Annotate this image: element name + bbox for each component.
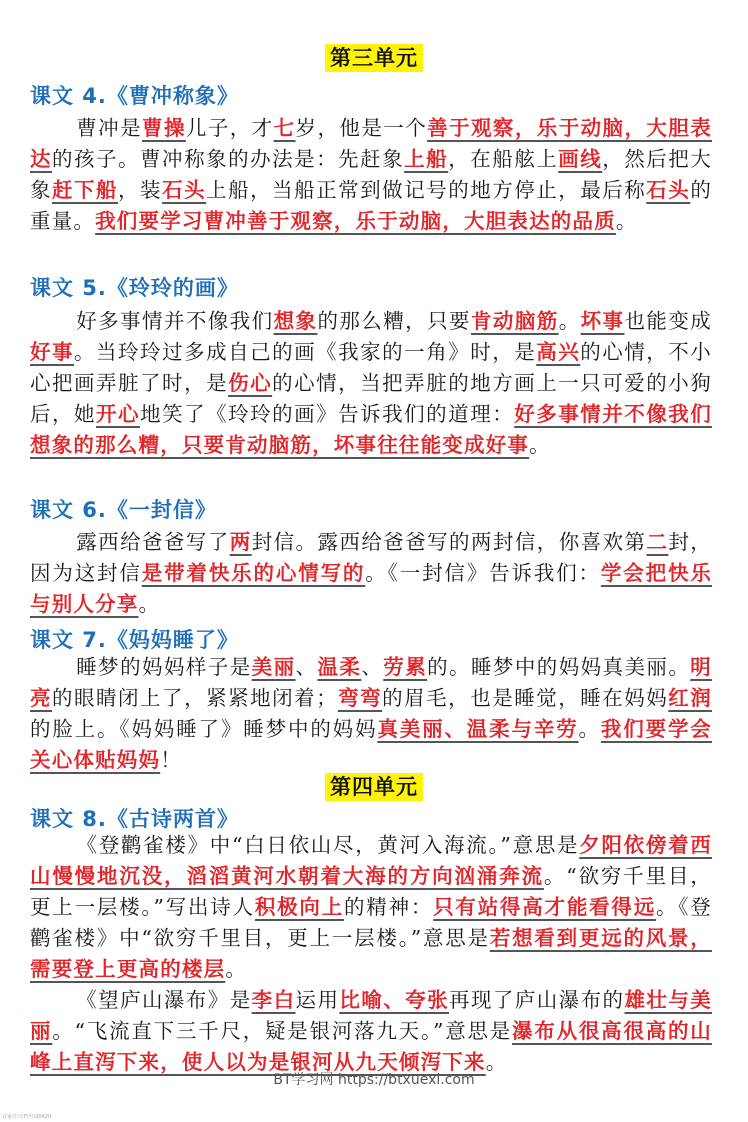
key-point-highlight: 劳累 <box>383 655 428 679</box>
key-point-highlight: 美丽 <box>251 655 296 679</box>
body-text: 、 <box>361 655 384 679</box>
body-text: ，装 <box>118 178 163 202</box>
body-text: 的眉毛，也是睡觉，睡在妈妈 <box>382 686 669 710</box>
unit-label: 第三单元 <box>325 44 423 72</box>
body-text: 睡梦的妈妈样子是 <box>76 655 252 679</box>
body-text: 的孩子。曹冲称象的办法是：先赶象 <box>52 147 405 171</box>
body-text: 。 <box>558 309 581 333</box>
body-text: ！ <box>160 748 182 772</box>
key-point-highlight: 曹操 <box>142 116 186 140</box>
body-text: 。 <box>529 433 551 457</box>
key-point-highlight: 明亮 <box>30 655 712 710</box>
key-point-highlight: 弯弯 <box>337 686 383 710</box>
key-point-highlight: 比喻、夸张 <box>339 988 450 1012</box>
key-point-highlight: 只有站得高才能看得远 <box>433 895 656 919</box>
lesson-body-8b <box>30 985 712 1078</box>
body-text: 好多事情并不像我们 <box>76 309 274 333</box>
body-text: 。 <box>485 1050 508 1074</box>
unit-title-3 <box>0 42 748 72</box>
body-text: 运用 <box>295 988 340 1012</box>
key-point-highlight: 赶下船 <box>52 178 119 202</box>
body-text: 。 <box>225 957 248 981</box>
body-text: 的那么糟，只要 <box>317 309 471 333</box>
key-point-highlight: 夕阳依傍着西山慢慢地沉没，滔滔黄河水朝着大海的方向汹涌奔流 <box>30 833 712 888</box>
corner-mark: 百家号/文档号/20420 <box>2 1114 52 1120</box>
body-text: 也能变成 <box>624 309 712 333</box>
body-text: 。“欲穷千里目，更上一层楼。”写出诗人 <box>30 864 712 919</box>
unit-title-4 <box>0 771 748 801</box>
body-text: 的重量。 <box>30 178 713 233</box>
body-text: 曹冲是 <box>76 116 143 140</box>
key-point-highlight: 是带着快乐的心情写的 <box>141 561 366 585</box>
unit-label: 第四单元 <box>325 773 423 801</box>
key-point-highlight: 高兴 <box>536 340 581 364</box>
key-point-highlight: 二 <box>646 530 669 554</box>
lesson-body-8a <box>30 830 712 985</box>
lesson-body-5 <box>30 306 712 461</box>
key-point-highlight: 好多事情并不像我们想象的那么糟，只要肯动脑筋，坏事往往能变成好事 <box>30 402 712 457</box>
lesson-heading-4: 课文 4.《曹冲称象》 <box>30 84 239 108</box>
body-text: 的心情，当把弄脏的地方画上一只可爱的小狗后，她 <box>30 371 713 426</box>
key-point-highlight: 真美丽、温柔与辛劳 <box>377 717 579 741</box>
body-text: 。《登鹳雀楼》中“欲穷千里目，更上一层楼。”意思是 <box>30 895 713 950</box>
site-watermark: BT学习网 https://btxuexi.com <box>273 1072 475 1088</box>
lesson-body-6 <box>30 527 712 620</box>
body-text: 的脸上。《妈妈睡了》睡梦中的妈妈 <box>30 717 378 741</box>
key-point-highlight: 我们要学会关心体贴妈妈 <box>30 717 713 772</box>
body-text: 上船，当船正常到做记号的地方停止，最后称 <box>206 178 647 202</box>
body-text: ，在船舷上 <box>448 147 559 171</box>
body-text: 。当玲玲过多成自己的画《我家的一角》时，是 <box>74 340 537 364</box>
key-point-highlight: 开心 <box>96 402 141 426</box>
body-text: 封信。露西给爸爸写的两封信，你喜欢第 <box>251 530 647 554</box>
body-text: 儿子，才 <box>185 116 274 140</box>
body-text: 《望庐山瀑布》是 <box>76 988 252 1012</box>
key-point-highlight: 上船 <box>404 147 449 171</box>
body-text: 。“飞流直下三千尺，疑是银河落九天。”意思是 <box>52 1019 513 1043</box>
lesson-heading-5: 课文 5.《玲玲的画》 <box>30 276 239 300</box>
lesson-heading-7: 课文 7.《妈妈睡了》 <box>30 628 239 652</box>
key-point-highlight: 两 <box>229 530 252 554</box>
key-point-highlight: 积极向上 <box>254 895 344 919</box>
key-point-highlight: 善于观察，乐于动脑，大胆表达 <box>30 116 712 171</box>
key-point-highlight: 好事 <box>30 340 75 364</box>
body-text: 再现了庐山瀑布的 <box>449 988 625 1012</box>
key-point-highlight: 瀑布从很高很高的山峰上直泻下来，使人以为是银河从九天倾泻下来 <box>30 1019 712 1074</box>
key-point-highlight: 雄壮与美丽 <box>30 988 712 1043</box>
key-point-highlight: 李白 <box>251 988 296 1012</box>
body-text: 的。睡梦中的妈妈真美丽。 <box>427 655 691 679</box>
key-point-highlight: 想象 <box>273 309 318 333</box>
key-point-highlight: 温柔 <box>317 655 362 679</box>
key-point-highlight: 我们要学习曹冲善于观察，乐于动脑，大胆表达的品质 <box>95 209 616 233</box>
body-text: 。 <box>138 592 161 616</box>
key-point-highlight: 七 <box>273 116 296 140</box>
key-point-highlight: 学会把快乐与别人分享 <box>30 561 713 616</box>
key-point-highlight: 红润 <box>668 686 712 710</box>
body-text: 《登鹳雀楼》中“白日依山尽，黄河入海流。”意思是 <box>76 833 580 857</box>
lesson-heading-8: 课文 8.《古诗两首》 <box>30 807 239 831</box>
body-text: 。《一封信》告诉我们： <box>365 561 601 585</box>
key-point-highlight: 画线 <box>558 147 603 171</box>
body-text: 的心情，不小心把画弄脏了时，是 <box>30 340 713 395</box>
key-point-highlight: 坏事 <box>580 309 625 333</box>
body-text: 岁，他是一个 <box>295 116 428 140</box>
body-text: 的精神： <box>344 895 434 919</box>
lesson-heading-6: 课文 6.《一封信》 <box>30 498 217 522</box>
body-text: 。 <box>578 717 601 741</box>
body-text: 。 <box>615 209 638 233</box>
key-point-highlight: 石头 <box>162 178 207 202</box>
key-point-highlight: 肯动脑筋 <box>470 309 559 333</box>
body-text: 地笑了《玲玲的画》告诉我们的道理： <box>140 402 515 426</box>
key-point-highlight: 石头 <box>646 178 691 202</box>
body-text: 的眼睛闭上了，紧紧地闭着； <box>52 686 338 710</box>
body-text: 露西给爸爸写了 <box>76 530 230 554</box>
lesson-body-7 <box>30 652 712 776</box>
key-point-highlight: 伤心 <box>228 371 273 395</box>
body-text: ，然后把大象 <box>30 147 713 202</box>
lesson-body-4 <box>30 113 712 237</box>
body-text: 、 <box>295 655 318 679</box>
key-point-highlight: 若想看到更远的风景，需要登上更高的楼层 <box>30 926 713 981</box>
body-text: 封，因为这封信 <box>30 530 713 585</box>
